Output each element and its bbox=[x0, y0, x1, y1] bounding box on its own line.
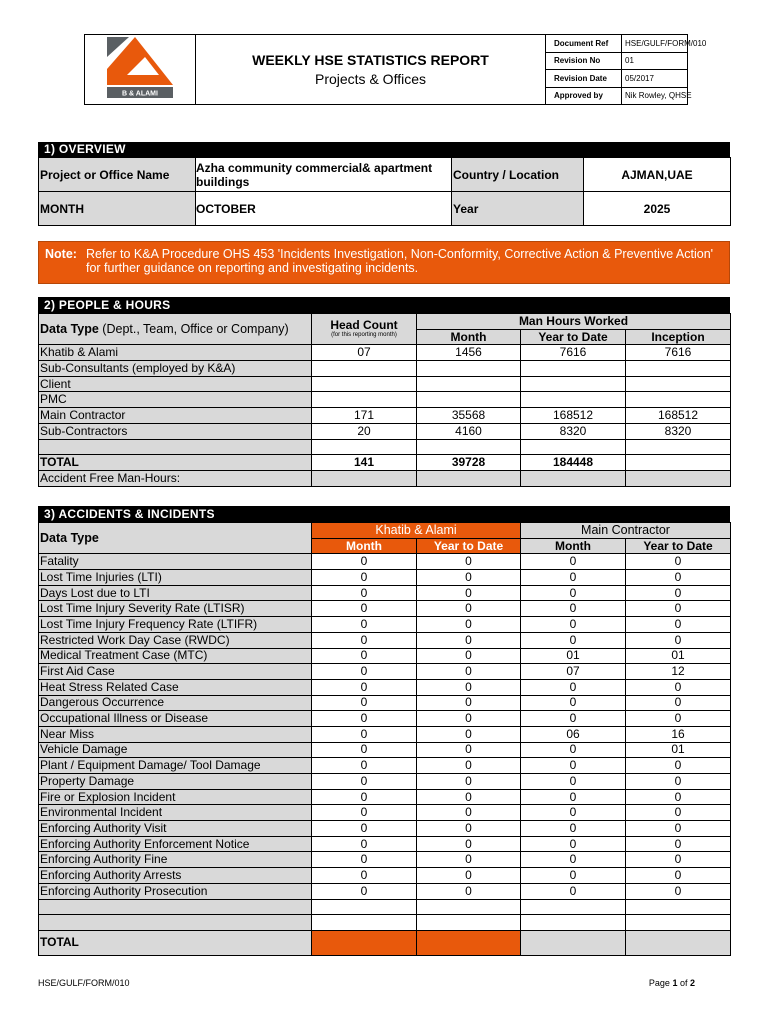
accident-row-label: Restricted Work Day Case (RWDC) bbox=[39, 632, 312, 648]
ka-month-value: 0 bbox=[312, 805, 417, 821]
people-total-head: 141 bbox=[312, 455, 417, 471]
accident-free-cell bbox=[312, 470, 417, 486]
ka-month-header: Month bbox=[312, 538, 417, 554]
accident-free-label: Accident Free Man-Hours: bbox=[39, 470, 312, 486]
mc-month-value: 0 bbox=[521, 821, 626, 837]
accidents-section-title: 3) ACCIDENTS & INCIDENTS bbox=[38, 506, 730, 522]
blank-cell bbox=[312, 915, 417, 931]
people-row-inception: 7616 bbox=[626, 345, 731, 361]
mc-month-value: 0 bbox=[521, 570, 626, 586]
people-row-month bbox=[417, 392, 521, 408]
mc-month-value: 0 bbox=[521, 789, 626, 805]
ka-ytd-value: 0 bbox=[417, 742, 521, 758]
mc-month-value: 0 bbox=[521, 868, 626, 884]
mc-month-value: 0 bbox=[521, 852, 626, 868]
mc-month-value: 0 bbox=[521, 679, 626, 695]
accident-row-label: Medical Treatment Case (MTC) bbox=[39, 648, 312, 664]
accident-row bbox=[39, 570, 731, 586]
people-row-ytd: 8320 bbox=[521, 423, 626, 439]
blank-cell bbox=[39, 899, 312, 915]
company-logo bbox=[85, 35, 196, 105]
ka-month-value: 0 bbox=[312, 868, 417, 884]
mc-month-value: 0 bbox=[521, 617, 626, 633]
overview-table bbox=[38, 157, 731, 226]
note-text: Refer to K&A Procedure OHS 453 'Incidents Investigation, Non-Conformity, Corrective Action & Preventive Action' for further guidance on reporting and investigating incidents. bbox=[86, 247, 714, 275]
mc-month-value: 0 bbox=[521, 601, 626, 617]
accident-row bbox=[39, 742, 731, 758]
mc-month-value: 0 bbox=[521, 883, 626, 899]
people-row-label: Sub-Consultants (employed by K&A) bbox=[39, 361, 312, 377]
people-total-label: TOTAL bbox=[39, 455, 312, 471]
accident-row-label: Lost Time Injuries (LTI) bbox=[39, 570, 312, 586]
meta-key-document-ref: Document Ref bbox=[546, 35, 622, 53]
meta-value-document-ref: HSE/GULF/FORM/010 bbox=[622, 35, 688, 53]
accident-row-label: First Aid Case bbox=[39, 664, 312, 680]
ka-month-value: 0 bbox=[312, 836, 417, 852]
accident-row bbox=[39, 805, 731, 821]
accident-data-type-header: Data Type bbox=[39, 523, 312, 554]
mc-month-value: 0 bbox=[521, 742, 626, 758]
report-title-cell bbox=[196, 35, 546, 105]
mc-ytd-value: 0 bbox=[626, 789, 731, 805]
head-count-label: Head Count bbox=[330, 318, 398, 333]
blank-cell bbox=[39, 915, 312, 931]
accident-row-label: Enforcing Authority Prosecution bbox=[39, 883, 312, 899]
ka-ytd-value: 0 bbox=[417, 554, 521, 570]
accident-row bbox=[39, 883, 731, 899]
man-hours-ytd-header: Year to Date bbox=[521, 329, 626, 345]
mc-ytd-value: 0 bbox=[626, 805, 731, 821]
ka-ytd-value: 0 bbox=[417, 758, 521, 774]
data-type-header-bold: Data Type bbox=[40, 321, 99, 336]
people-row-label: Khatib & Alami bbox=[39, 345, 312, 361]
mc-ytd-value: 0 bbox=[626, 617, 731, 633]
mc-ytd-value: 0 bbox=[626, 821, 731, 837]
note-banner bbox=[38, 241, 730, 284]
accident-row-label: Days Lost due to LTI bbox=[39, 585, 312, 601]
people-row-head-count bbox=[312, 361, 417, 377]
mc-month-value: 0 bbox=[521, 774, 626, 790]
footer-page-number bbox=[649, 978, 695, 988]
mc-ytd-value: 16 bbox=[626, 726, 731, 742]
ka-ytd-value: 0 bbox=[417, 821, 521, 837]
ka-month-value: 0 bbox=[312, 585, 417, 601]
mc-total-ytd-cell bbox=[626, 930, 731, 955]
data-type-header-rest: (Dept., Team, Office or Company) bbox=[98, 321, 289, 336]
project-name-label: Project or Office Name bbox=[39, 158, 196, 192]
people-row-inception bbox=[626, 361, 731, 377]
meta-key-revision-no: Revision No bbox=[546, 52, 622, 70]
mc-ytd-value: 0 bbox=[626, 758, 731, 774]
accidents-table bbox=[38, 522, 731, 956]
ka-header: Khatib & Alami bbox=[312, 523, 521, 539]
people-row-head-count: 171 bbox=[312, 408, 417, 424]
mc-ytd-value: 0 bbox=[626, 774, 731, 790]
note-label: Note: bbox=[45, 247, 77, 261]
ka-ytd-value: 0 bbox=[417, 868, 521, 884]
mc-ytd-value: 0 bbox=[626, 679, 731, 695]
ka-ytd-header: Year to Date bbox=[417, 538, 521, 554]
ka-month-value: 0 bbox=[312, 774, 417, 790]
accident-free-cell bbox=[521, 470, 626, 486]
mc-ytd-value: 0 bbox=[626, 711, 731, 727]
mc-month-value: 0 bbox=[521, 554, 626, 570]
ka-month-value: 0 bbox=[312, 821, 417, 837]
page-current: 1 bbox=[672, 978, 678, 988]
people-row-month: 4160 bbox=[417, 423, 521, 439]
blank-cell bbox=[521, 915, 626, 931]
people-row-month bbox=[417, 439, 521, 455]
report-subtitle: Projects & Offices bbox=[314, 71, 426, 87]
accident-row bbox=[39, 632, 731, 648]
ka-month-value: 0 bbox=[312, 726, 417, 742]
people-row-ytd: 168512 bbox=[521, 408, 626, 424]
people-total-inception bbox=[626, 455, 731, 471]
accident-row-label: Lost Time Injury Severity Rate (LTISR) bbox=[39, 601, 312, 617]
people-row-inception: 8320 bbox=[626, 423, 731, 439]
people-row-month: 35568 bbox=[417, 408, 521, 424]
people-row-ytd bbox=[521, 361, 626, 377]
ka-ytd-value: 0 bbox=[417, 648, 521, 664]
man-hours-inception-header: Inception bbox=[626, 329, 731, 345]
ka-ytd-value: 0 bbox=[417, 601, 521, 617]
people-row-inception: 168512 bbox=[626, 408, 731, 424]
ka-month-value: 0 bbox=[312, 711, 417, 727]
accident-row-label: Enforcing Authority Arrests bbox=[39, 868, 312, 884]
accidents-section bbox=[38, 506, 730, 956]
year-label: Year bbox=[452, 192, 584, 226]
accident-row-label: Heat Stress Related Case bbox=[39, 679, 312, 695]
overview-section-title: 1) OVERVIEW bbox=[38, 142, 730, 157]
people-total-ytd: 184448 bbox=[521, 455, 626, 471]
accident-rows bbox=[39, 554, 731, 899]
ka-ytd-value: 0 bbox=[417, 805, 521, 821]
accident-row-label: Enforcing Authority Visit bbox=[39, 821, 312, 837]
month-label: MONTH bbox=[39, 192, 196, 226]
mc-month-value: 06 bbox=[521, 726, 626, 742]
people-row-ytd bbox=[521, 376, 626, 392]
head-count-note: (for this reporting month) bbox=[331, 332, 397, 339]
ka-month-value: 0 bbox=[312, 758, 417, 774]
ka-ytd-value: 0 bbox=[417, 632, 521, 648]
accident-row bbox=[39, 789, 731, 805]
data-type-header bbox=[39, 314, 312, 345]
accident-free-row bbox=[39, 470, 731, 486]
accident-row bbox=[39, 695, 731, 711]
mc-ytd-value: 01 bbox=[626, 742, 731, 758]
people-row-label: Client bbox=[39, 376, 312, 392]
people-hours-section bbox=[38, 297, 730, 487]
accident-row bbox=[39, 711, 731, 727]
blank-cell bbox=[417, 915, 521, 931]
accident-row-label: Plant / Equipment Damage/ Tool Damage bbox=[39, 758, 312, 774]
people-row-label: PMC bbox=[39, 392, 312, 408]
mc-month-value: 0 bbox=[521, 632, 626, 648]
accident-free-cell bbox=[417, 470, 521, 486]
mc-ytd-value: 0 bbox=[626, 852, 731, 868]
mc-total-month-cell bbox=[521, 930, 626, 955]
mc-ytd-value: 12 bbox=[626, 664, 731, 680]
blank-cell bbox=[417, 899, 521, 915]
ka-month-value: 0 bbox=[312, 570, 417, 586]
ka-month-value: 0 bbox=[312, 617, 417, 633]
accident-row bbox=[39, 821, 731, 837]
people-row-ytd bbox=[521, 392, 626, 408]
mc-month-value: 01 bbox=[521, 648, 626, 664]
meta-key-approved-by: Approved by bbox=[546, 87, 622, 105]
people-row-inception bbox=[626, 392, 731, 408]
accident-row bbox=[39, 852, 731, 868]
ka-month-value: 0 bbox=[312, 554, 417, 570]
accident-row-label: Near Miss bbox=[39, 726, 312, 742]
accident-row-label: Enforcing Authority Fine bbox=[39, 852, 312, 868]
ka-month-value: 0 bbox=[312, 742, 417, 758]
ka-ytd-value: 0 bbox=[417, 617, 521, 633]
people-total-row bbox=[39, 455, 731, 471]
people-row-label: Main Contractor bbox=[39, 408, 312, 424]
mc-ytd-value: 0 bbox=[626, 554, 731, 570]
people-row bbox=[39, 439, 731, 455]
mc-month-value: 07 bbox=[521, 664, 626, 680]
ka-ytd-value: 0 bbox=[417, 570, 521, 586]
accident-row-label: Environmental Incident bbox=[39, 805, 312, 821]
ka-month-value: 0 bbox=[312, 789, 417, 805]
page-mid: of bbox=[677, 978, 690, 988]
ka-ytd-value: 0 bbox=[417, 664, 521, 680]
people-row-head-count: 20 bbox=[312, 423, 417, 439]
ka-ytd-value: 0 bbox=[417, 679, 521, 695]
mc-ytd-header: Year to Date bbox=[626, 538, 731, 554]
ka-ytd-value: 0 bbox=[417, 774, 521, 790]
people-row bbox=[39, 408, 731, 424]
accident-row bbox=[39, 648, 731, 664]
meta-value-approved-by: Nik Rowley, QHSE bbox=[622, 87, 688, 105]
mc-month-value: 0 bbox=[521, 836, 626, 852]
accident-total-row bbox=[39, 930, 731, 955]
meta-value-revision-no: 01 bbox=[622, 52, 688, 70]
meta-key-revision-date: Revision Date bbox=[546, 70, 622, 88]
people-row-inception bbox=[626, 376, 731, 392]
blank-cell bbox=[312, 899, 417, 915]
report-title: WEEKLY HSE STATISTICS REPORT bbox=[252, 52, 489, 68]
ka-ytd-value: 0 bbox=[417, 789, 521, 805]
accident-row-label: Enforcing Authority Enforcement Notice bbox=[39, 836, 312, 852]
people-row bbox=[39, 345, 731, 361]
people-row bbox=[39, 423, 731, 439]
mc-ytd-value: 0 bbox=[626, 868, 731, 884]
accident-row-label: Fatality bbox=[39, 554, 312, 570]
country-location-value: AJMAN,UAE bbox=[584, 158, 731, 192]
meta-value-revision-date: 05/2017 bbox=[622, 70, 688, 88]
accident-row bbox=[39, 585, 731, 601]
accident-row-label: Vehicle Damage bbox=[39, 742, 312, 758]
people-row-head-count bbox=[312, 376, 417, 392]
accident-blank-row bbox=[39, 899, 731, 915]
blank-cell bbox=[626, 915, 731, 931]
year-value: 2025 bbox=[584, 192, 731, 226]
ka-month-value: 0 bbox=[312, 601, 417, 617]
mc-month-value: 0 bbox=[521, 758, 626, 774]
mc-ytd-value: 0 bbox=[626, 632, 731, 648]
accident-row bbox=[39, 601, 731, 617]
mc-ytd-value: 01 bbox=[626, 648, 731, 664]
accident-row-label: Fire or Explosion Incident bbox=[39, 789, 312, 805]
accident-row-label: Dangerous Occurrence bbox=[39, 695, 312, 711]
people-row-head-count bbox=[312, 392, 417, 408]
people-row bbox=[39, 392, 731, 408]
accident-free-cell bbox=[626, 470, 731, 486]
logo-icon bbox=[105, 35, 175, 99]
ka-ytd-value: 0 bbox=[417, 695, 521, 711]
ka-ytd-value: 0 bbox=[417, 726, 521, 742]
ka-month-value: 0 bbox=[312, 695, 417, 711]
people-row-label bbox=[39, 439, 312, 455]
document-header bbox=[84, 34, 707, 105]
accident-row bbox=[39, 774, 731, 790]
mc-ytd-value: 0 bbox=[626, 836, 731, 852]
accident-row-label: Lost Time Injury Frequency Rate (LTIFR) bbox=[39, 617, 312, 633]
ka-ytd-value: 0 bbox=[417, 852, 521, 868]
mc-ytd-value: 0 bbox=[626, 695, 731, 711]
page-total: 2 bbox=[689, 978, 695, 988]
mc-month-value: 0 bbox=[521, 805, 626, 821]
mc-header: Main Contractor bbox=[521, 523, 731, 539]
ka-month-value: 0 bbox=[312, 883, 417, 899]
people-row-month bbox=[417, 361, 521, 377]
ka-month-value: 0 bbox=[312, 679, 417, 695]
accident-row bbox=[39, 868, 731, 884]
people-row-ytd: 7616 bbox=[521, 345, 626, 361]
mc-month-header: Month bbox=[521, 538, 626, 554]
people-hours-section-title: 2) PEOPLE & HOURS bbox=[38, 297, 730, 313]
head-count-header bbox=[312, 314, 417, 345]
accident-row-label: Occupational Illness or Disease bbox=[39, 711, 312, 727]
ka-ytd-value: 0 bbox=[417, 585, 521, 601]
mc-month-value: 0 bbox=[521, 585, 626, 601]
people-row-label: Sub-Contractors bbox=[39, 423, 312, 439]
accident-row bbox=[39, 554, 731, 570]
ka-total-ytd-cell bbox=[417, 930, 521, 955]
people-total-month: 39728 bbox=[417, 455, 521, 471]
people-row-inception bbox=[626, 439, 731, 455]
mc-ytd-value: 0 bbox=[626, 585, 731, 601]
accident-total-label: TOTAL bbox=[39, 930, 312, 955]
accident-row bbox=[39, 758, 731, 774]
ka-ytd-value: 0 bbox=[417, 883, 521, 899]
ka-month-value: 0 bbox=[312, 664, 417, 680]
accident-row bbox=[39, 679, 731, 695]
people-row-head-count bbox=[312, 439, 417, 455]
project-name-value: Azha community commercial& apartment buildings bbox=[196, 158, 452, 192]
footer-form-ref: HSE/GULF/FORM/010 bbox=[38, 978, 130, 988]
people-row-ytd bbox=[521, 439, 626, 455]
ka-month-value: 0 bbox=[312, 648, 417, 664]
accident-row bbox=[39, 836, 731, 852]
mc-month-value: 0 bbox=[521, 711, 626, 727]
people-row bbox=[39, 376, 731, 392]
country-location-label: Country / Location bbox=[452, 158, 584, 192]
month-value: OCTOBER bbox=[196, 192, 452, 226]
mc-ytd-value: 0 bbox=[626, 601, 731, 617]
people-row bbox=[39, 361, 731, 377]
man-hours-month-header: Month bbox=[417, 329, 521, 345]
blank-cell bbox=[626, 899, 731, 915]
ka-total-month-cell bbox=[312, 930, 417, 955]
mc-ytd-value: 0 bbox=[626, 570, 731, 586]
people-row-month: 1456 bbox=[417, 345, 521, 361]
ka-month-value: 0 bbox=[312, 632, 417, 648]
accident-blank-row bbox=[39, 915, 731, 931]
mc-ytd-value: 0 bbox=[626, 883, 731, 899]
blank-cell bbox=[521, 899, 626, 915]
mc-month-value: 0 bbox=[521, 695, 626, 711]
accident-row bbox=[39, 617, 731, 633]
overview-section bbox=[38, 142, 730, 226]
logo-text: B & ALAMI bbox=[122, 90, 158, 98]
page-prefix: Page bbox=[648, 978, 673, 988]
ka-month-value: 0 bbox=[312, 852, 417, 868]
people-hours-rows bbox=[39, 345, 731, 455]
people-hours-table bbox=[38, 313, 731, 487]
man-hours-header: Man Hours Worked bbox=[417, 314, 731, 330]
ka-ytd-value: 0 bbox=[417, 836, 521, 852]
ka-ytd-value: 0 bbox=[417, 711, 521, 727]
people-row-head-count: 07 bbox=[312, 345, 417, 361]
accident-row-label: Property Damage bbox=[39, 774, 312, 790]
accident-row bbox=[39, 664, 731, 680]
people-row-month bbox=[417, 376, 521, 392]
accident-row bbox=[39, 726, 731, 742]
